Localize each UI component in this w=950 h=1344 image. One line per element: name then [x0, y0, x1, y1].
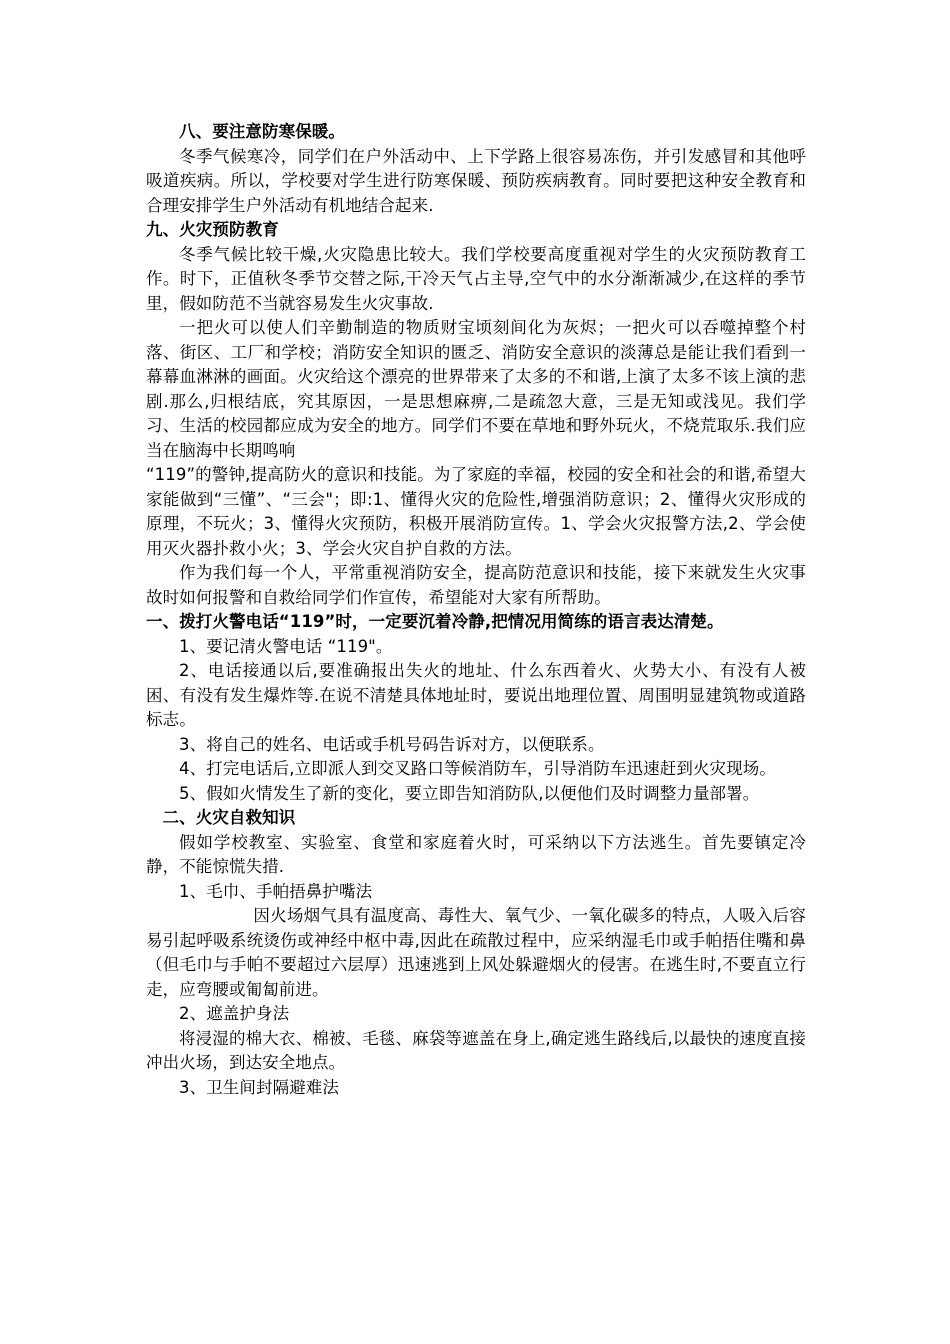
paragraph: 假如学校教室、实验室、食堂和家庭着火时，可采纳以下方法逃生。首先要镇定冷静，不能惊慌失措.: [146, 832, 806, 876]
paragraph: 作为我们每一个人，平常重视消防安全，提高防范意识和技能，接下来就发生火灾事故时如何报警和自救给同学们作宣传，希望能对大家有所帮助。: [146, 563, 806, 607]
section-heading-9: 九、火灾预防教育: [146, 220, 279, 239]
paragraph: 一把火可以使人们辛勤制造的物质财宝顷刻间化为灰烬；一把火可以吞噬掉整个村落、街区、工厂和学校；消防安全知识的匮乏、消防安全意识的淡薄总是能让我们看到一幕幕血淋淋的画面。火灾给这个漂亮的世界带来了太多的不和谐,上演了太多不该上演的悲剧.那么,归根结底，究其原因，一是思想麻痹,二是疏忽大意，三是无知或浅见。我们学习、生活的校园都应成为安全的地方。同学们不要在草地和野外玩火，不烧荒取乐.我们应当在脑海中长期鸣响: [146, 318, 806, 460]
subsection-heading-2: 二、火灾自救知识: [162, 808, 296, 827]
paragraph: “119”的警钟,提高防火的意识和技能。为了家庭的幸福，校园的安全和社会的和谐,希望大家能做到“三懂”、“三会"；即:1、懂得火灾的危险性,增强消防意识；2、懂得火灾形成的原理，不玩火；3、懂得火灾预防，积极开展消防宣传。1、学会火灾报警方法,2、学会使用灭火器扑救小火；3、学会火灾自护自救的方法。: [146, 465, 806, 558]
paragraph: 冬季气候寒冷，同学们在户外活动中、上下学路上很容易冻伤，并引发感冒和其他呼吸道疾病。所以，学校要对学生进行防寒保暖、预防疾病教育。同时要把这种安全教育和合理安排学生户外活动有机地结合起来.: [146, 146, 806, 215]
section-heading-8: 八、要注意防寒保暖。: [179, 122, 345, 141]
method-title: 3、卫生间封隔避难法: [179, 1077, 339, 1097]
document-body: [146, 120, 806, 1100]
list-item: 5、假如火情发生了新的变化，要立即告知消防队,以便他们及时调整力量部署。: [179, 783, 760, 803]
paragraph: [146, 904, 806, 1002]
list-item: 1、要记清火警电话 “119"。: [179, 636, 393, 656]
paragraph: 将浸湿的棉大衣、棉被、毛毯、麻袋等遮盖在身上,确定逃生路线后,以最快的速度直接冲出火场，到达安全地点。: [146, 1028, 806, 1072]
method-title: 2、遮盖护身法: [179, 1004, 290, 1023]
paragraph-text: 因火场烟气具有温度高、毒性大、氧气少、一氧化碳多的特点，人吸入后容易引起呼吸系统烫伤或神经中枢中毒,因此在疏散过程中，应采纳湿毛巾或手帕捂住嘴和鼻（但毛巾与手帕不要超过六层厚）迅速逃到上风处躲避烟火的侵害。在逃生时,不要直立行走，应弯腰或匍匐前进。: [146, 906, 806, 999]
subsection-heading-1: 一、拨打火警电话“119”时，一定要沉着冷静,把情况用简练的语言表达清楚。: [146, 612, 724, 631]
list-item: 2、电话接通以后,要准确报出失火的地址、什么东西着火、火势大小、有没有人被困、有没有发生爆炸等.在说不清楚具体地址时，要说出地理位置、周围明显建筑物或道路标志。: [146, 661, 806, 729]
method-title: 1、毛巾、手帕捂鼻护嘴法: [179, 881, 373, 901]
list-item: 3、将自己的姓名、电话或手机号码告诉对方，以便联系。: [179, 734, 605, 754]
list-item: 4、打完电话后,立即派人到交叉路口等候消防车，引导消防车迅速赶到火灾现场。: [179, 759, 776, 778]
paragraph: 冬季气候比较干燥,火灾隐患比较大。我们学校要高度重视对学生的火灾预防教育工作。时下，正值秋冬季节交替之际,干冷天气占主导,空气中的水分渐渐减少,在这样的季节里，假如防范不当就容易发生火灾事故.: [146, 244, 806, 313]
